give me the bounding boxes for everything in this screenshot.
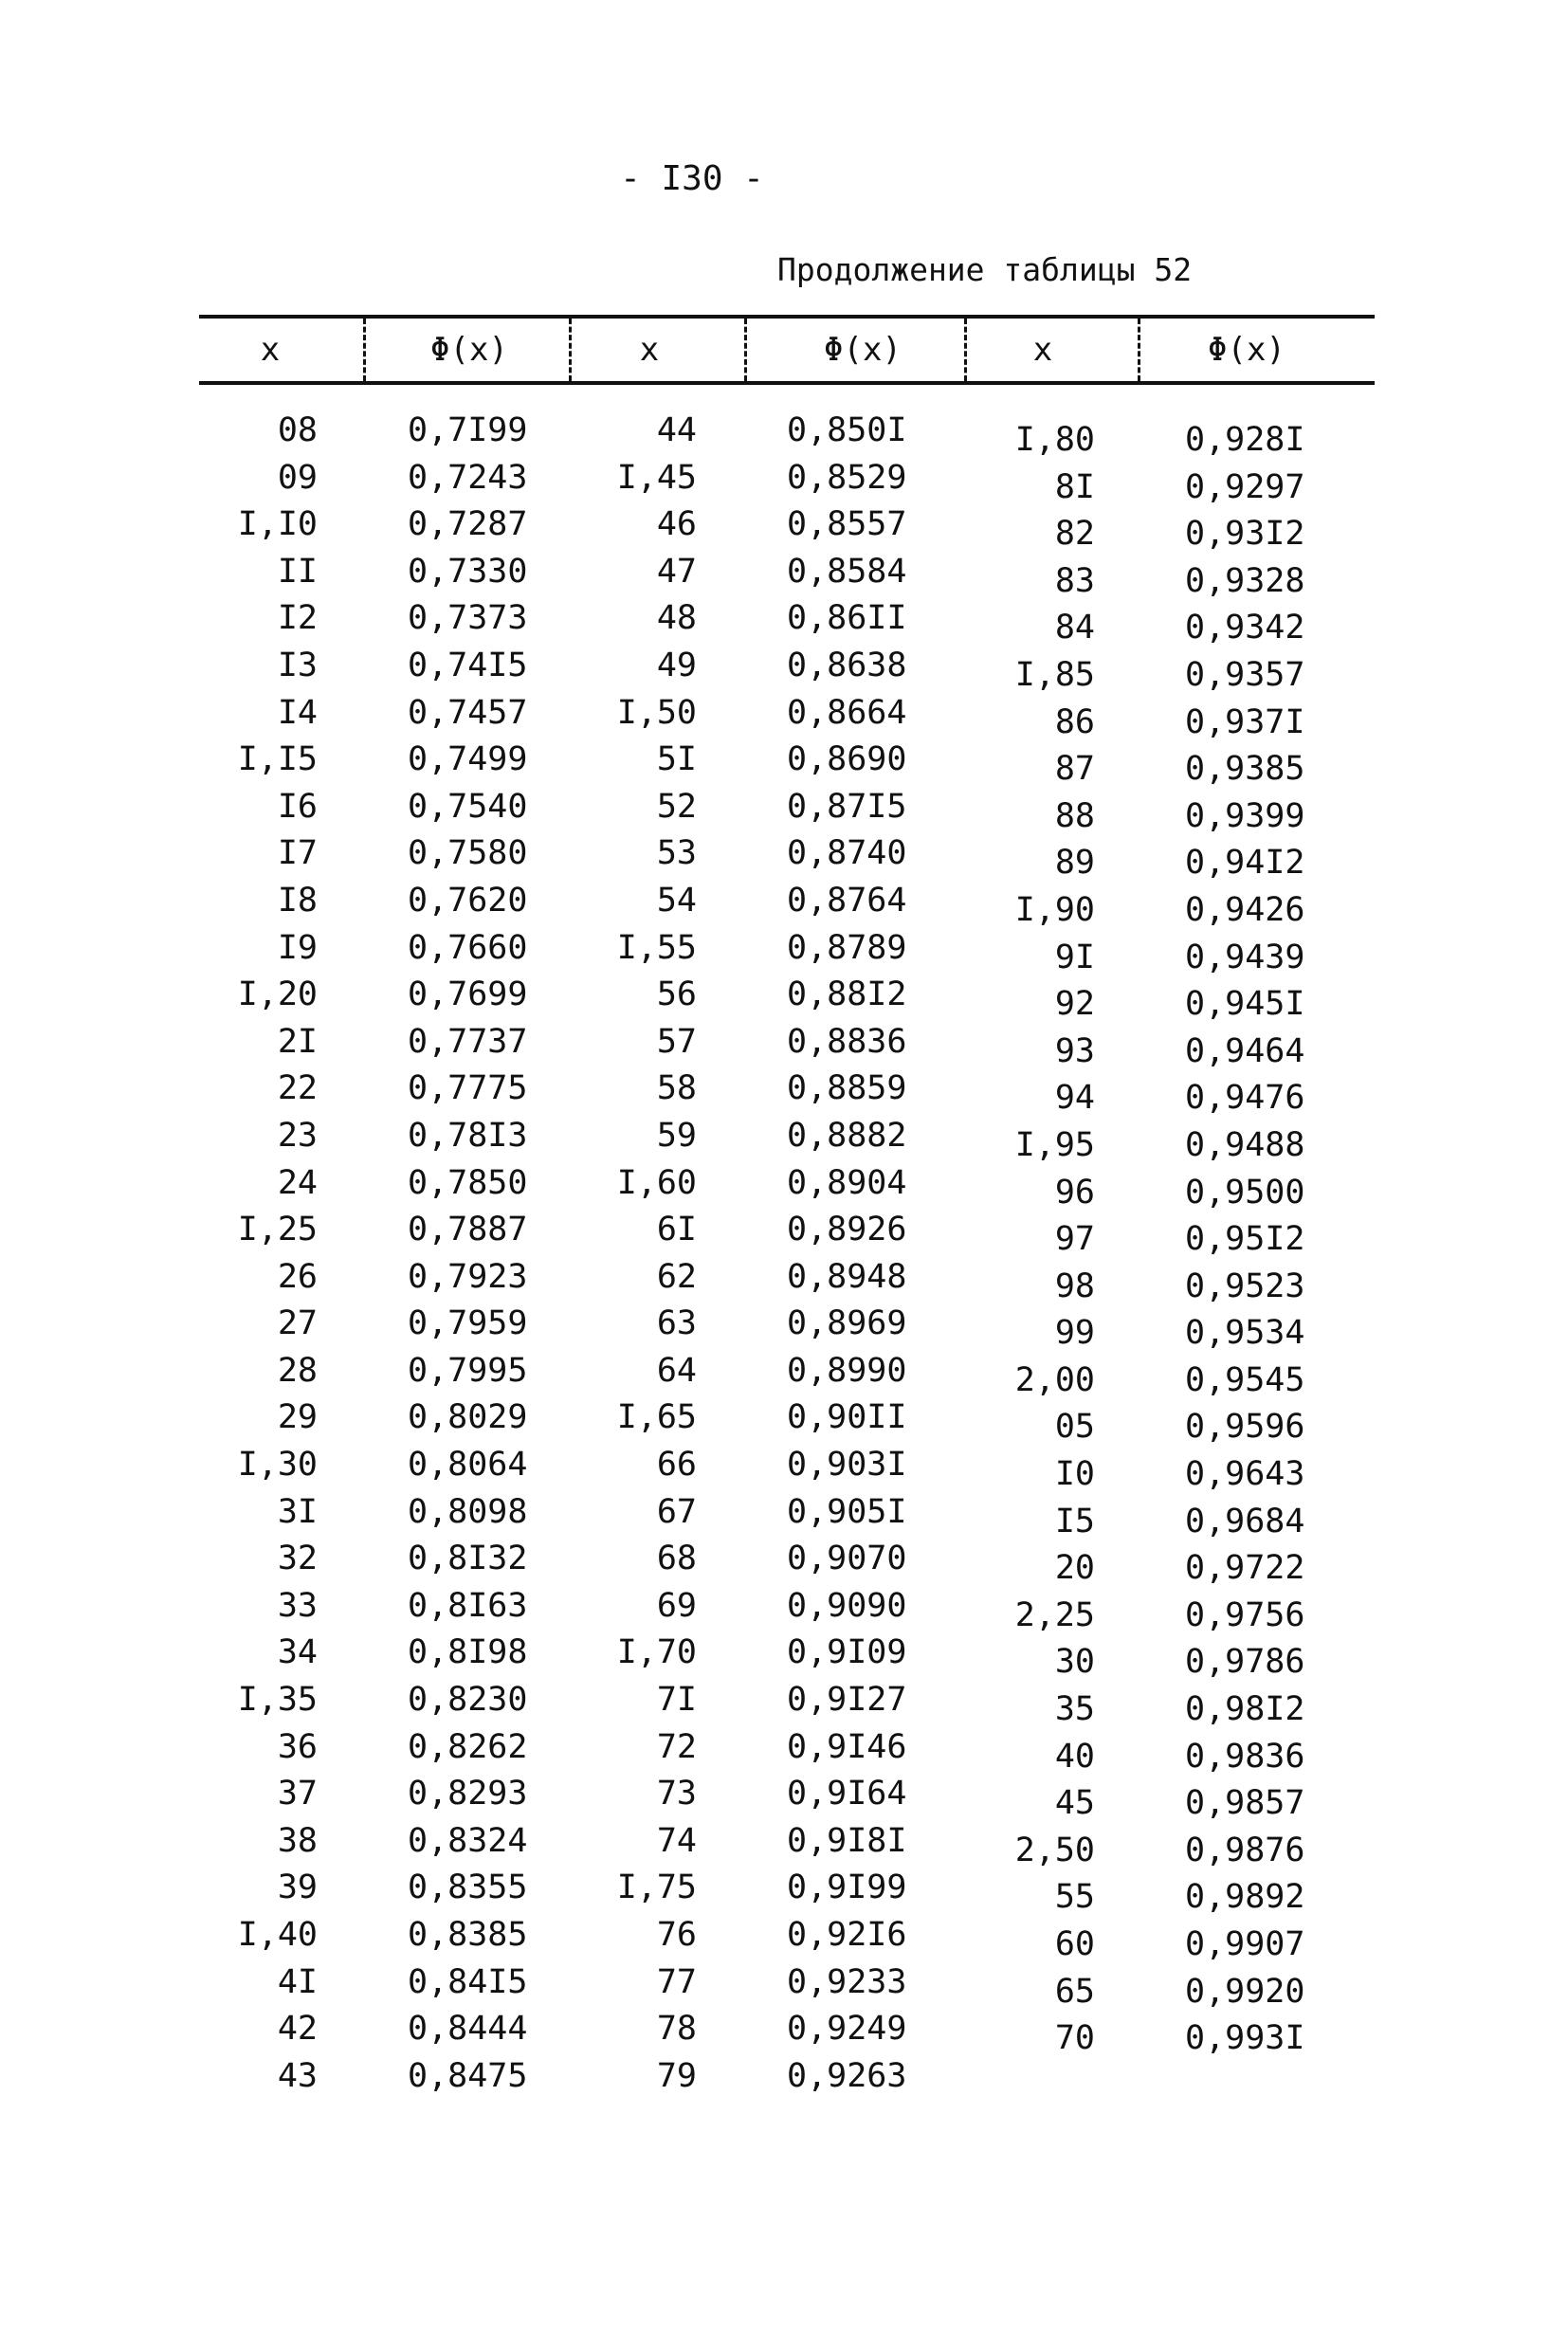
x-cell: 4I: [277, 1962, 318, 2001]
header-phi-3: Φ(x): [1208, 331, 1285, 369]
header-separator: [363, 319, 366, 381]
x-cell: 2I: [277, 1022, 318, 1061]
x-cell: 7I: [656, 1681, 697, 1720]
phi-cell: 0,7580: [408, 834, 528, 873]
x-cell: 76: [656, 1916, 697, 1954]
phi-cell: 0,7660: [408, 928, 528, 967]
phi-cell: 0,8230: [408, 1681, 528, 1720]
x-cell: I,50: [616, 693, 697, 732]
phi-cell: 0,8I32: [408, 1540, 528, 1578]
phi-cell: 0,9I46: [787, 1727, 907, 1766]
phi-cell: 0,7887: [408, 1211, 528, 1249]
phi-cell: 0,7850: [408, 1163, 528, 1202]
x-cell: 63: [656, 1304, 697, 1343]
page-number: - I30 -: [620, 159, 764, 198]
x-cell: 28: [277, 1351, 318, 1390]
phi-cell: 0,9476: [1185, 1079, 1305, 1118]
x-cell: I,60: [616, 1163, 697, 1202]
phi-cell: 0,9297: [1185, 467, 1305, 506]
x-cell: 84: [1054, 609, 1095, 647]
header-x-1: x: [260, 331, 281, 369]
x-cell: I0: [1054, 1455, 1095, 1494]
x-cell: I9: [277, 928, 318, 967]
x-cell: 6I: [656, 1211, 697, 1249]
x-cell: 35: [1054, 1690, 1095, 1729]
x-cell: 49: [656, 646, 697, 684]
header-phi-1: Φ(x): [430, 331, 508, 369]
phi-cell: 0,9328: [1185, 561, 1305, 600]
x-cell: 86: [1054, 702, 1095, 741]
x-cell: 60: [1054, 1925, 1095, 1963]
x-cell: 20: [1054, 1549, 1095, 1588]
x-cell: 44: [656, 411, 697, 449]
phi-cell: 0,8584: [787, 552, 907, 591]
x-cell: I8: [277, 881, 318, 920]
phi-cell: 0,9090: [787, 1586, 907, 1625]
x-cell: 23: [277, 1116, 318, 1155]
column-x-2: [555, 408, 697, 2100]
x-cell: I,75: [616, 1868, 697, 1907]
x-cell: 99: [1054, 1314, 1095, 1353]
column-phi-2: [787, 408, 929, 2100]
phi-cell: 0,7737: [408, 1022, 528, 1061]
x-cell: I,45: [616, 458, 697, 497]
phi-cell: 0,8836: [787, 1022, 907, 1061]
x-cell: 64: [656, 1351, 697, 1390]
x-cell: 32: [277, 1540, 318, 1578]
x-cell: 96: [1054, 1173, 1095, 1212]
phi-cell: 0,9907: [1185, 1925, 1305, 1963]
x-cell: 26: [277, 1257, 318, 1296]
x-cell: 98: [1054, 1267, 1095, 1305]
x-cell: I,95: [1014, 1125, 1095, 1164]
x-cell: I4: [277, 693, 318, 732]
x-cell: I,65: [616, 1398, 697, 1437]
x-cell: I,55: [616, 928, 697, 967]
phi-cell: 0,7457: [408, 693, 528, 732]
x-cell: I,30: [237, 1446, 318, 1485]
phi-cell: 0,92I6: [787, 1916, 907, 1954]
phi-cell: 0,7499: [408, 740, 528, 779]
phi-cell: 0,8475: [408, 2056, 528, 2095]
phi-cell: 0,9233: [787, 1962, 907, 2001]
x-cell: I,I5: [237, 740, 318, 779]
x-cell: 39: [277, 1868, 318, 1907]
x-cell: 43: [277, 2056, 318, 2095]
phi-cell: 0,8859: [787, 1069, 907, 1108]
x-cell: 67: [656, 1492, 697, 1531]
x-cell: 9I: [1054, 938, 1095, 976]
x-cell: 29: [277, 1398, 318, 1437]
phi-cell: 0,945I: [1185, 985, 1305, 1024]
phi-cell: 0,9I8I: [787, 1821, 907, 1860]
x-cell: I,80: [1014, 421, 1095, 459]
x-cell: 2,00: [1014, 1360, 1095, 1399]
x-cell: 05: [1054, 1408, 1095, 1447]
x-cell: 53: [656, 834, 697, 873]
phi-cell: 0,8444: [408, 2010, 528, 2049]
x-cell: I,85: [1014, 655, 1095, 694]
x-cell: 52: [656, 787, 697, 826]
x-cell: 47: [656, 552, 697, 591]
header-separator: [964, 319, 967, 381]
x-cell: 82: [1054, 515, 1095, 554]
phi-cell: 0,9I99: [787, 1868, 907, 1907]
phi-cell: 0,84I5: [408, 1962, 528, 2001]
phi-cell: 0,850I: [787, 411, 907, 449]
x-cell: I,20: [237, 975, 318, 1014]
phi-cell: 0,9439: [1185, 938, 1305, 976]
phi-cell: 0,8557: [787, 505, 907, 544]
x-cell: 08: [277, 411, 318, 449]
x-cell: 65: [1054, 1972, 1095, 2011]
x-cell: 55: [1054, 1878, 1095, 1917]
phi-cell: 0,8355: [408, 1868, 528, 1907]
x-cell: I3: [277, 646, 318, 684]
x-cell: 34: [277, 1633, 318, 1672]
phi-cell: 0,95I2: [1185, 1220, 1305, 1259]
phi-cell: 0,9464: [1185, 1031, 1305, 1070]
phi-cell: 0,8098: [408, 1492, 528, 1531]
phi-cell: 0,9545: [1185, 1360, 1305, 1399]
x-cell: 59: [656, 1116, 697, 1155]
x-cell: 33: [277, 1586, 318, 1625]
x-cell: I2: [277, 599, 318, 638]
x-cell: 69: [656, 1586, 697, 1625]
phi-cell: 0,9249: [787, 2010, 907, 2049]
phi-cell: 0,9357: [1185, 655, 1305, 694]
phi-cell: 0,9836: [1185, 1737, 1305, 1776]
x-cell: 45: [1054, 1784, 1095, 1823]
phi-cell: 0,74I5: [408, 646, 528, 684]
phi-cell: 0,9756: [1185, 1595, 1305, 1634]
x-cell: 97: [1054, 1220, 1095, 1259]
phi-cell: 0,9I64: [787, 1775, 907, 1813]
x-cell: 38: [277, 1821, 318, 1860]
x-cell: 77: [656, 1962, 697, 2001]
phi-cell: 0,8385: [408, 1916, 528, 1954]
x-cell: 46: [656, 505, 697, 544]
x-cell: 83: [1054, 561, 1095, 600]
x-cell: I,I0: [237, 505, 318, 544]
phi-cell: 0,93I2: [1185, 515, 1305, 554]
x-cell: 40: [1054, 1737, 1095, 1776]
x-cell: 94: [1054, 1079, 1095, 1118]
phi-cell: 0,9920: [1185, 1972, 1305, 2011]
phi-cell: 0,8740: [787, 834, 907, 873]
x-cell: I,40: [237, 1916, 318, 1954]
table-top-rule: [199, 315, 1375, 319]
phi-cell: 0,7287: [408, 505, 528, 544]
phi-cell: 0,937I: [1185, 702, 1305, 741]
phi-cell: 0,8I63: [408, 1586, 528, 1625]
x-cell: 79: [656, 2056, 697, 2095]
phi-cell: 0,9070: [787, 1540, 907, 1578]
header-x-2: x: [639, 331, 660, 369]
x-cell: 37: [277, 1775, 318, 1813]
phi-cell: 0,9385: [1185, 750, 1305, 789]
x-cell: II: [277, 552, 318, 591]
phi-cell: 0,7699: [408, 975, 528, 1014]
x-cell: 2,50: [1014, 1831, 1095, 1869]
phi-cell: 0,9786: [1185, 1643, 1305, 1682]
phi-cell: 0,8690: [787, 740, 907, 779]
x-cell: 3I: [277, 1492, 318, 1531]
phi-cell: 0,7540: [408, 787, 528, 826]
phi-cell: 0,8948: [787, 1257, 907, 1296]
phi-cell: 0,7775: [408, 1069, 528, 1108]
x-cell: I,35: [237, 1681, 318, 1720]
table-header-rule: [199, 381, 1375, 385]
phi-cell: 0,8926: [787, 1211, 907, 1249]
phi-cell: 0,9342: [1185, 609, 1305, 647]
phi-cell: 0,9684: [1185, 1502, 1305, 1540]
x-cell: 87: [1054, 750, 1095, 789]
x-cell: I,70: [616, 1633, 697, 1672]
phi-cell: 0,7330: [408, 552, 528, 591]
x-cell: 36: [277, 1727, 318, 1766]
phi-cell: 0,7373: [408, 599, 528, 638]
column-x-1: [175, 408, 318, 2100]
phi-cell: 0,98I2: [1185, 1690, 1305, 1729]
phi-cell: 0,8882: [787, 1116, 907, 1155]
phi-cell: 0,9534: [1185, 1314, 1305, 1353]
phi-cell: 0,8764: [787, 881, 907, 920]
x-cell: 73: [656, 1775, 697, 1813]
phi-cell: 0,7995: [408, 1351, 528, 1390]
x-cell: 70: [1054, 2019, 1095, 2058]
phi-cell: 0,9643: [1185, 1455, 1305, 1494]
phi-cell: 0,8064: [408, 1446, 528, 1485]
x-cell: 74: [656, 1821, 697, 1860]
phi-cell: 0,8293: [408, 1775, 528, 1813]
phi-cell: 0,9523: [1185, 1267, 1305, 1305]
phi-cell: 0,7243: [408, 458, 528, 497]
header-phi-2: Φ(x): [824, 331, 902, 369]
phi-cell: 0,87I5: [787, 787, 907, 826]
x-cell: 48: [656, 599, 697, 638]
x-cell: 78: [656, 2010, 697, 2049]
x-cell: 09: [277, 458, 318, 497]
x-cell: 42: [277, 2010, 318, 2049]
x-cell: 89: [1054, 844, 1095, 883]
phi-cell: 0,9I27: [787, 1681, 907, 1720]
x-cell: 30: [1054, 1643, 1095, 1682]
phi-cell: 0,78I3: [408, 1116, 528, 1155]
column-phi-3: [1185, 417, 1327, 2063]
phi-cell: 0,8262: [408, 1727, 528, 1766]
x-cell: I6: [277, 787, 318, 826]
x-cell: 2,25: [1014, 1595, 1095, 1634]
table-caption: Продолжение таблицы 52: [777, 251, 1193, 288]
x-cell: 58: [656, 1069, 697, 1108]
phi-cell: 0,9488: [1185, 1125, 1305, 1164]
x-cell: 54: [656, 881, 697, 920]
header-separator: [1138, 319, 1140, 381]
header-separator: [744, 319, 747, 381]
phi-cell: 0,8029: [408, 1398, 528, 1437]
phi-cell: 0,9263: [787, 2056, 907, 2095]
phi-cell: 0,993I: [1185, 2019, 1305, 2058]
phi-cell: 0,8969: [787, 1304, 907, 1343]
phi-cell: 0,905I: [787, 1492, 907, 1531]
phi-cell: 0,8324: [408, 1821, 528, 1860]
x-cell: I7: [277, 834, 318, 873]
column-x-3: [953, 417, 1095, 2063]
x-cell: 5I: [656, 740, 697, 779]
phi-cell: 0,9722: [1185, 1549, 1305, 1588]
phi-cell: 0,9892: [1185, 1878, 1305, 1917]
phi-cell: 0,9500: [1185, 1173, 1305, 1212]
phi-cell: 0,903I: [787, 1446, 907, 1485]
x-cell: 56: [656, 975, 697, 1014]
x-cell: I5: [1054, 1502, 1095, 1540]
phi-cell: 0,88I2: [787, 975, 907, 1014]
phi-cell: 0,8529: [787, 458, 907, 497]
header-separator: [569, 319, 572, 381]
header-x-3: x: [1032, 331, 1053, 369]
phi-cell: 0,9876: [1185, 1831, 1305, 1869]
phi-cell: 0,86II: [787, 599, 907, 638]
phi-cell: 0,7620: [408, 881, 528, 920]
x-cell: 24: [277, 1163, 318, 1202]
phi-cell: 0,928I: [1185, 421, 1305, 459]
phi-cell: 0,9857: [1185, 1784, 1305, 1823]
phi-cell: 0,7959: [408, 1304, 528, 1343]
x-cell: 27: [277, 1304, 318, 1343]
phi-cell: 0,8I98: [408, 1633, 528, 1672]
phi-cell: 0,94I2: [1185, 844, 1305, 883]
column-phi-1: [408, 408, 550, 2100]
x-cell: 88: [1054, 796, 1095, 835]
phi-cell: 0,9399: [1185, 796, 1305, 835]
phi-cell: 0,8990: [787, 1351, 907, 1390]
phi-cell: 0,8664: [787, 693, 907, 732]
phi-cell: 0,8638: [787, 646, 907, 684]
phi-cell: 0,7I99: [408, 411, 528, 449]
x-cell: 68: [656, 1540, 697, 1578]
phi-cell: 0,8789: [787, 928, 907, 967]
phi-cell: 0,9596: [1185, 1408, 1305, 1447]
x-cell: 62: [656, 1257, 697, 1296]
phi-cell: 0,8904: [787, 1163, 907, 1202]
x-cell: 8I: [1054, 467, 1095, 506]
x-cell: 93: [1054, 1031, 1095, 1070]
x-cell: 72: [656, 1727, 697, 1766]
x-cell: 22: [277, 1069, 318, 1108]
x-cell: 66: [656, 1446, 697, 1485]
x-cell: I,90: [1014, 890, 1095, 929]
phi-cell: 0,9426: [1185, 890, 1305, 929]
phi-cell: 0,9I09: [787, 1633, 907, 1672]
x-cell: 57: [656, 1022, 697, 1061]
x-cell: I,25: [237, 1211, 318, 1249]
phi-cell: 0,90II: [787, 1398, 907, 1437]
x-cell: 92: [1054, 985, 1095, 1024]
phi-cell: 0,7923: [408, 1257, 528, 1296]
